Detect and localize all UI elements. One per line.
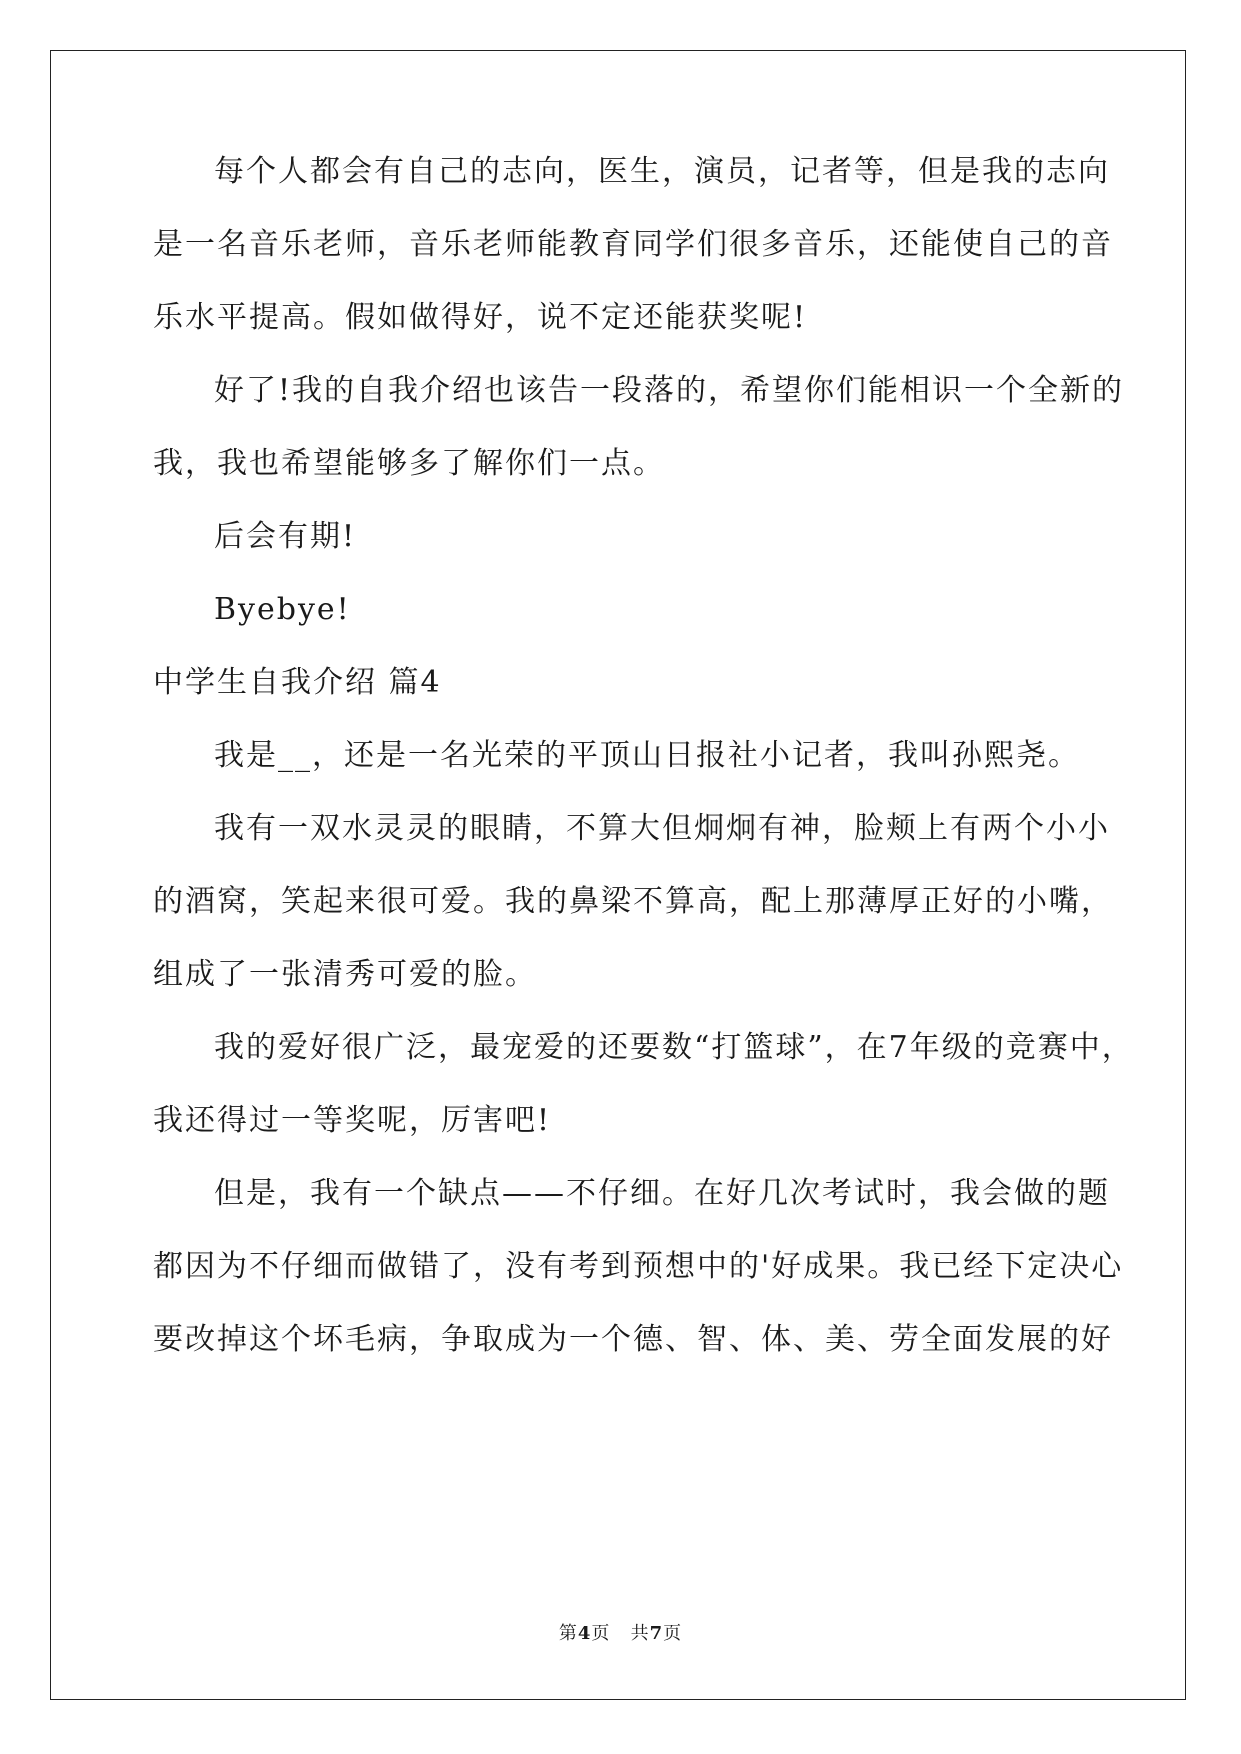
paragraph-line: 好了!我的自我介绍也该告一段落的，希望你们能相识一个全新的	[214, 373, 1125, 408]
paragraph-line: 我是__，还是一名光荣的平顶山日报社小记者，我叫孙熙尧。	[214, 738, 1080, 773]
total-prefix: 共	[630, 1623, 650, 1644]
paragraph-line: Byebye!	[214, 592, 351, 627]
total-pages: 7	[649, 1623, 664, 1644]
paragraph-line: 组成了一张清秀可爱的脸。	[153, 957, 537, 992]
total-suffix: 页	[663, 1623, 683, 1644]
section-heading: 中学生自我介绍 篇4	[153, 665, 442, 700]
paragraph-line: 我，我也希望能够多了解你们一点。	[153, 446, 665, 481]
paragraph-line: 的酒窝，笑起来很可爱。我的鼻梁不算高，配上那薄厚正好的小嘴，	[153, 884, 1113, 919]
page-suffix: 页	[591, 1623, 611, 1644]
page-prefix: 第	[558, 1623, 578, 1644]
paragraph-line: 我有一双水灵灵的眼睛，不算大但炯炯有神，脸颊上有两个小小	[214, 811, 1110, 846]
paragraph-line: 都因为不仔细而做错了，没有考到预想中的'好成果。我已经下定决心	[153, 1249, 1124, 1284]
paragraph-line: 后会有期!	[214, 519, 357, 554]
paragraph-line: 但是，我有一个缺点——不仔细。在好几次考试时，我会做的题	[214, 1176, 1110, 1211]
paragraph-line: 每个人都会有自己的志向，医生，演员，记者等，但是我的志向	[214, 154, 1110, 189]
paragraph-line: 我的爱好很广泛，最宠爱的还要数“打篮球”，在7年级的竞赛中，	[214, 1030, 1134, 1065]
page-footer	[0, 1622, 1241, 1646]
paragraph-line: 是一名音乐老师，音乐老师能教育同学们很多音乐，还能使自己的音	[153, 227, 1113, 262]
paragraph-line: 乐水平提高。假如做得好，说不定还能获奖呢!	[153, 300, 808, 335]
page-number: 4	[577, 1623, 592, 1644]
paragraph-line: 要改掉这个坏毛病，争取成为一个德、智、体、美、劳全面发展的好	[153, 1322, 1113, 1357]
paragraph-line: 我还得过一等奖呢，厉害吧!	[153, 1103, 552, 1138]
